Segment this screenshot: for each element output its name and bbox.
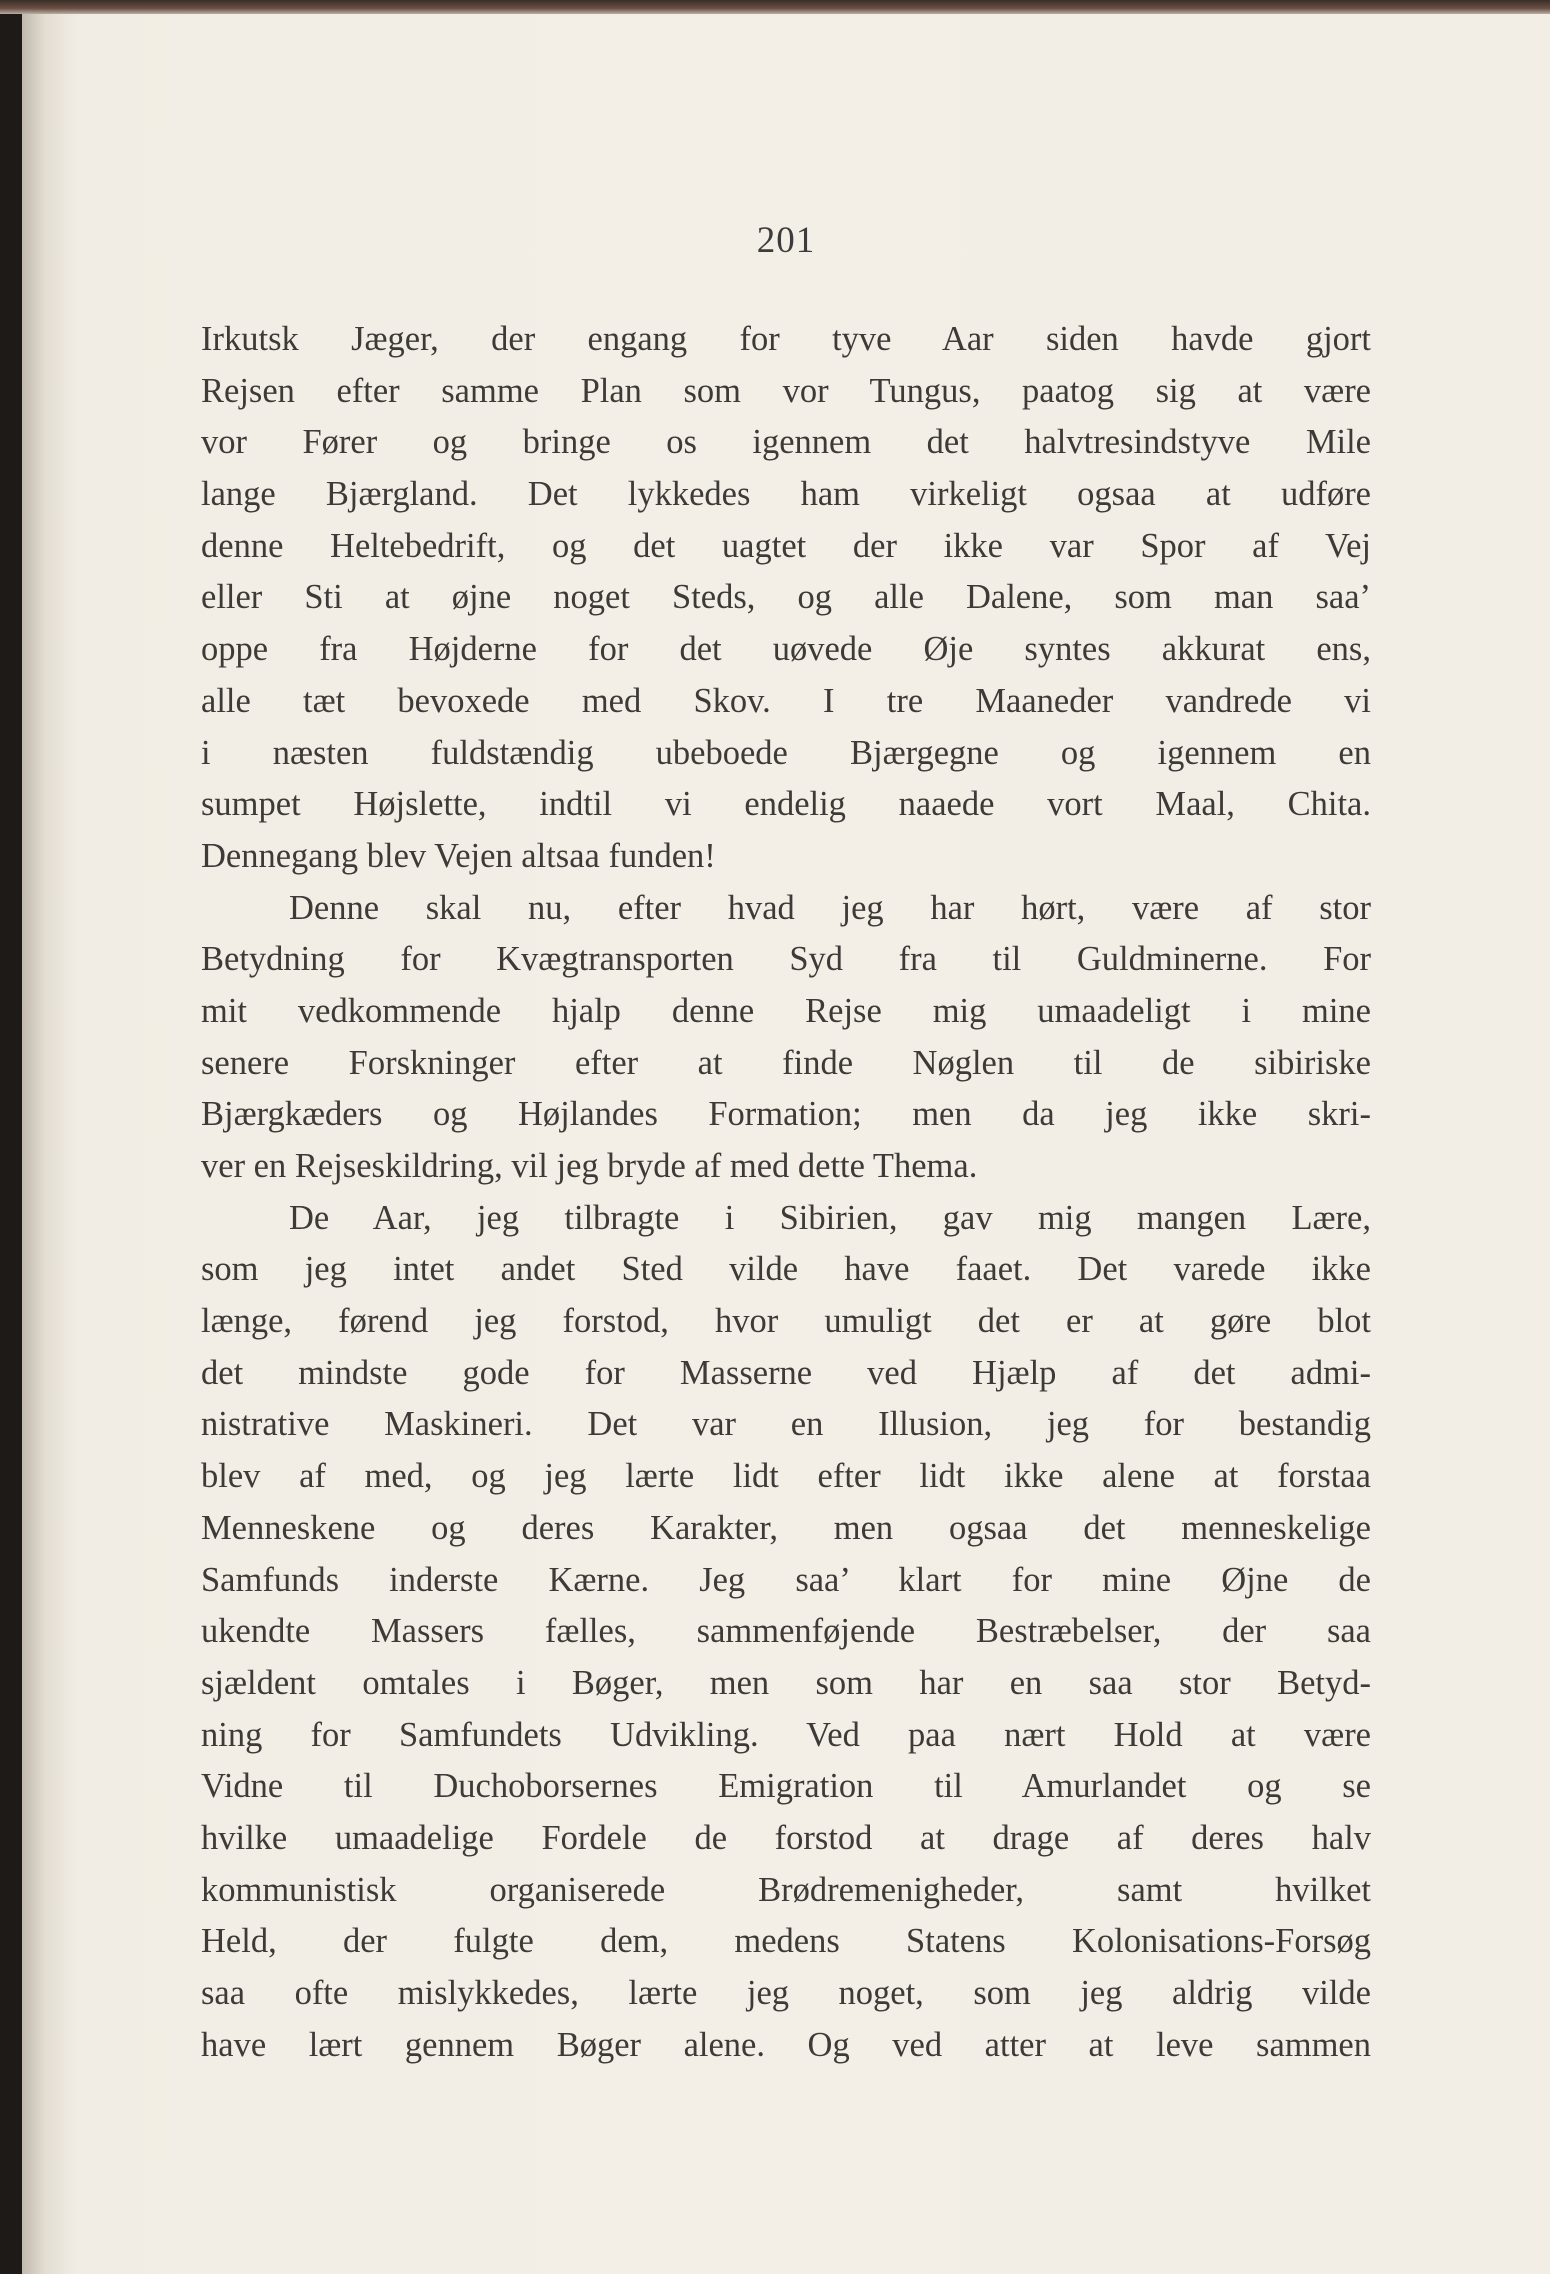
text-line: saa ofte mislykkedes, lærte jeg noget, som jeg aldrig vilde bbox=[201, 1974, 1371, 2012]
text-line: sjældent omtales i Bøger, men som har en saa stor Betyd- bbox=[201, 1663, 1371, 1702]
text-line: Menneskene og deres Karakter, men ogsaa det menneskelige bbox=[201, 1508, 1371, 1547]
text-line: Rejsen efter samme Plan som vor Tungus, paatog sig at være bbox=[201, 371, 1371, 410]
text-line: blev af med, og jeg lærte lidt efter lidt ikke alene at forstaa bbox=[201, 1457, 1371, 1496]
text-line: have lært gennem Bøger alene. Og ved atter at leve sammen bbox=[201, 2025, 1371, 2064]
text-line: senere Forskninger efter at finde Nøglen til de sibiriske bbox=[201, 1043, 1371, 1082]
text-line: ukendte Massers fælles, sammenføjende Bestræbelser, der saa bbox=[201, 1612, 1371, 1651]
text-line: Held, der fulgte dem, medens Statens Kolonisations-Forsøg bbox=[201, 1922, 1371, 1961]
text-line: Samfunds inderste Kærne. Jeg saa’ klart for mine Øjne de bbox=[201, 1560, 1371, 1599]
text-line: ver en Rejseskildring, vil jeg bryde af med dette Thema. bbox=[201, 1147, 978, 1185]
text-line: Irkutsk Jæger, der engang for tyve Aar siden havde gjort bbox=[201, 320, 1371, 358]
text-line: Bjærgkæders og Højlandes Formation; men da jeg ikke skri- bbox=[201, 1095, 1371, 1134]
body-text bbox=[201, 314, 1371, 2071]
text-line: det mindste gode for Masserne ved Hjælp af det admi- bbox=[201, 1353, 1371, 1392]
book-page bbox=[22, 14, 1550, 2274]
text-line: vor Fører og bringe os igennem det halvtresindstyve Mile bbox=[201, 423, 1371, 462]
text-line: som jeg intet andet Sted vilde have faaet. Det varede ikke bbox=[201, 1250, 1371, 1289]
text-line: De Aar, jeg tilbragte i Sibirien, gav mig mangen Lære, bbox=[289, 1198, 1371, 1237]
text-line: Denne skal nu, efter hvad jeg har hørt, være af stor bbox=[289, 888, 1371, 927]
page-number: 201 bbox=[756, 220, 816, 261]
text-line: Dennegang blev Vejen altsaa funden! bbox=[201, 836, 716, 875]
text-line: i næsten fuldstændig ubeboede Bjærgegne og igennem en bbox=[201, 733, 1371, 772]
text-line: nistrative Maskineri. Det var en Illusion, jeg for bestandig bbox=[201, 1405, 1371, 1444]
top-edge-rule bbox=[0, 0, 1550, 14]
text-line: alle tæt bevoxede med Skov. I tre Maaneder vandrede vi bbox=[201, 681, 1371, 720]
text-line: sumpet Højslette, indtil vi endelig naaede vort Maal, Chita. bbox=[201, 785, 1371, 824]
text-line: denne Heltebedrift, og det uagtet der ikke var Spor af Vej bbox=[201, 526, 1371, 565]
text-line: kommunistisk organiserede Brødremenigheder, samt hvilket bbox=[201, 1870, 1371, 1909]
text-line: eller Sti at øjne noget Steds, og alle Dalene, som man saa’ bbox=[201, 578, 1371, 617]
text-line: mit vedkommende hjalp denne Rejse mig umaadeligt i mine bbox=[201, 991, 1371, 1030]
text-line: længe, førend jeg forstod, hvor umuligt det er at gøre blot bbox=[201, 1302, 1371, 1341]
text-line: Betydning for Kvægtransporten Syd fra til Guldminerne. For bbox=[201, 940, 1371, 979]
gutter-shadow bbox=[22, 14, 80, 2274]
text-line: Vidne til Duchoborsernes Emigration til Amurlandet og se bbox=[201, 1767, 1371, 1806]
text-line: lange Bjærgland. Det lykkedes ham virkeligt ogsaa at udføre bbox=[201, 475, 1371, 514]
text-line: ning for Samfundets Udvikling. Ved paa nært Hold at være bbox=[201, 1715, 1371, 1754]
text-line: hvilke umaadelige Fordele de forstod at drage af deres halv bbox=[201, 1818, 1371, 1857]
text-line: oppe fra Højderne for det uøvede Øje syntes akkurat ens, bbox=[201, 630, 1371, 669]
